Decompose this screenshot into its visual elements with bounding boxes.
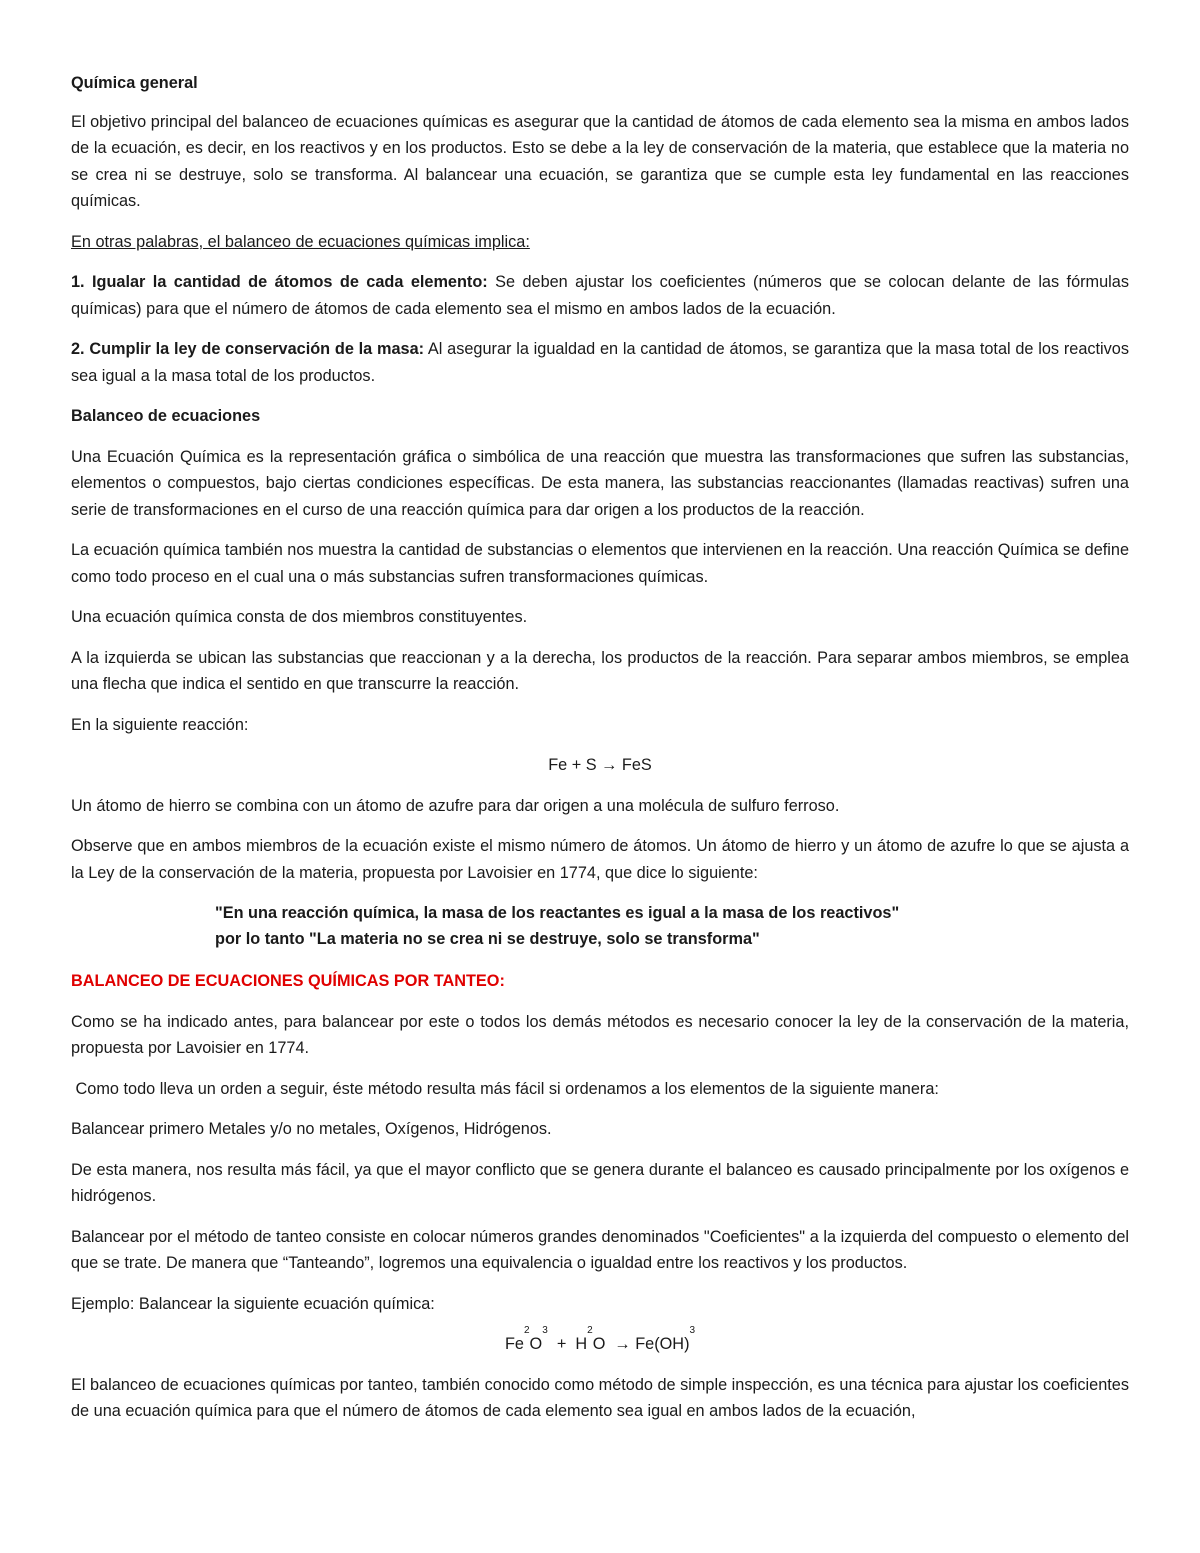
paragraph-ecuacion-quimica: Una Ecuación Química es la representación gráfica o simbólica de una reacción que muestra las transformaciones que sufren las substancias, elementos o compuestos, bajo ciertas condiciones específicas. De esta manera, las substancias reaccionantes (llamadas reactivas) sufren una serie de transformaciones en el curso de una reacción química para dar origen a los productos de la reacción. bbox=[71, 447, 1129, 519]
eq-sub-3: 3 bbox=[542, 1325, 548, 1336]
paragraph-como-se-ha-indicado: Como se ha indicado antes, para balancear por este o todos los demás métodos es necesario conocer la ley de la conservación de la materia, propuesta por Lavoisier en 1774. bbox=[71, 1012, 1129, 1057]
quote-lavoisier bbox=[71, 900, 1129, 952]
quote-line-2: por lo tanto "La materia no se crea ni se destruye, solo se transforma" bbox=[215, 930, 760, 948]
list-item-2 bbox=[71, 336, 1129, 389]
paragraph-orden: Como todo lleva un orden a seguir, éste método resulta más fácil si ordenamos a los elementos de la siguiente manera: bbox=[71, 1079, 939, 1098]
eq-o: O bbox=[529, 1335, 543, 1353]
paragraph-siguiente-reaccion: En la siguiente reacción: bbox=[71, 715, 249, 734]
eq-sub-oh3: 3 bbox=[689, 1325, 696, 1336]
list-item-1-text: Se deben ajustar los coeficientes (números que se colocan delante de las fórmulas químicas) para que el número de átomos de cada elemento sea el mismo en ambos lados de la ecuación. bbox=[71, 273, 1129, 318]
paragraph-coeficientes: Balancear por el método de tanteo consiste en colocar números grandes denominados "Coeficientes" a la izquierda del compuesto o elemento del que se trate. De manera que “Tanteando”, logremos una equivalencia o igualdad entre los reactivos y los productos. bbox=[71, 1227, 1129, 1272]
paragraph-hierro: Un átomo de hierro se combina con un átomo de azufre para dar origen a una molécula de sulfuro ferroso. bbox=[71, 796, 840, 815]
paragraph-miembros: Una ecuación química consta de dos miembros constituyentes. bbox=[71, 608, 528, 626]
eq-fe: Fe bbox=[504, 1335, 524, 1353]
paragraph-implies: En otras palabras, el balanceo de ecuaciones químicas implica: bbox=[71, 232, 530, 251]
equation-fe2o3 bbox=[71, 1325, 1129, 1358]
paragraph-ejemplo: Ejemplo: Balancear la siguiente ecuación química: bbox=[71, 1294, 435, 1313]
section-heading-tanteo: BALANCEO DE ECUACIONES QUÍMICAS POR TANTEO: bbox=[71, 972, 505, 990]
eq-o-arrow-feoh: O → Fe(OH) bbox=[592, 1335, 690, 1353]
list-item-1 bbox=[71, 269, 1129, 322]
list-item-2-text: Al asegurar la igualdad en la cantidad de átomos, se garantiza que la masa total de los reactivos sea igual a la masa total de los productos. bbox=[71, 340, 1129, 385]
paragraph-observe: Observe que en ambos miembros de la ecuación existe el mismo número de átomos. Un átomo de hierro y un átomo de azufre lo que se ajusta a la Ley de la conservación de la materia, propuesta por Lavoisier en 1774, que dice lo siguiente: bbox=[71, 837, 1129, 882]
page-title: Química general bbox=[71, 74, 198, 92]
paragraph-balancear-primero: Balancear primero Metales y/o no metales, Oxígenos, Hidrógenos. bbox=[71, 1120, 552, 1138]
list-item-1-label: 1. Igualar la cantidad de átomos de cada elemento: bbox=[71, 273, 488, 291]
section-heading-balanceo: Balanceo de ecuaciones bbox=[71, 407, 261, 425]
paragraph-simple-inspeccion: El balanceo de ecuaciones químicas por tanteo, también conocido como método de simple inspección, es una técnica para ajustar los coeficientes de una ecuación química para que el número de átomos de cada elemento sea igual en ambos lados de la ecuación, bbox=[71, 1375, 1129, 1420]
document-body bbox=[71, 70, 1129, 1439]
paragraph-conflicto: De esta manera, nos resulta más fácil, ya que el mayor conflicto que se genera durante el balanceo es causado principalmente por los oxígenos e hidrógenos. bbox=[71, 1160, 1129, 1205]
eq-plus-h: + H bbox=[547, 1335, 588, 1353]
equation-fe-s: Fe + S → FeS bbox=[548, 756, 652, 774]
paragraph-cantidad: La ecuación química también nos muestra la cantidad de substancias o elementos que intervienen en la reacción. Una reacción Química se define como todo proceso en el cual una o más substancias sufren transformaciones químicas. bbox=[71, 541, 1129, 586]
list-item-2-label: 2. Cumplir la ley de conservación de la masa: bbox=[71, 340, 425, 358]
eq-sub-h2: 2 bbox=[587, 1325, 593, 1336]
quote-line-1: "En una reacción química, la masa de los reactantes es igual a la masa de los reactivos" bbox=[215, 904, 900, 922]
paragraph-objective: El objetivo principal del balanceo de ecuaciones químicas es asegurar que la cantidad de átomos de cada elemento sea la misma en ambos lados de la ecuación, es decir, en los reactivos y en los productos. Esto se debe a la ley de conservación de la materia, que establece que la materia no se crea ni se destruye, solo se transforma. Al balancear una ecuación, se garantiza que se cumple esta ley fundamental en las reacciones químicas. bbox=[71, 112, 1129, 210]
paragraph-izquierda: A la izquierda se ubican las substancias que reaccionan y a la derecha, los productos de la reacción. Para separar ambos miembros, se emplea una flecha que indica el sentido en que transcurre la reacción. bbox=[71, 648, 1129, 693]
eq-sub-2: 2 bbox=[523, 1325, 530, 1336]
